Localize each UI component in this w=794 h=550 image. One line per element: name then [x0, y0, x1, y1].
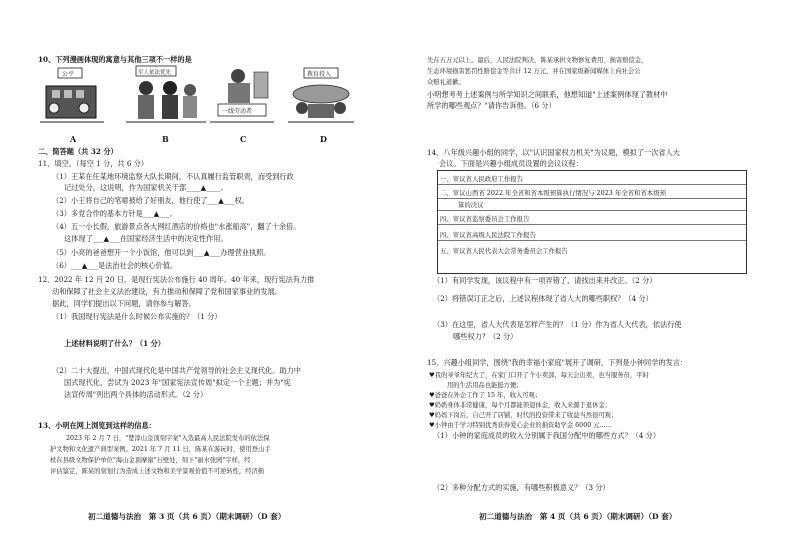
meeting-agenda-box: [437, 170, 747, 274]
section-2-title: 二、简答题（共 32 分）: [38, 147, 118, 156]
q10-stem: 10、下列漫画体现的寓意与其他三项不一样的是: [38, 55, 192, 64]
cartoon-b-image: [126, 64, 206, 130]
q12-stem: 12、2022 年 12 月 20 日，是现行宪法公布施行 40 周年。40 年来，现行宪法有力推: [38, 275, 315, 284]
q12-stem: 据此，同学们提出以下问题，请你参与解答。: [52, 299, 196, 308]
q15-sub2: （2）多种分配方式的实施，有哪些积极意义？（3 分）: [433, 483, 610, 492]
q12-stem: 动和保障了社会主义法治建设，有力推动和保障了党和国家事业的发展。: [52, 287, 283, 296]
q13-cont-line: 小明想考考上述案例与所学知识之间联系，他想知道"上述案例体现了教材中: [427, 90, 668, 99]
agenda-item: 算的决议: [438, 199, 746, 211]
agenda-item: 四、审议省监察委员会工作报告: [438, 213, 746, 225]
option-b-label: B: [162, 134, 169, 144]
q13-cont-line: 众赔礼道歉。: [427, 79, 465, 86]
exam-page-4: [397, 0, 794, 550]
q14-sub3: 哪些权力？（2 分）: [453, 332, 518, 341]
q14-stem: 会议。下面是兴趣小组成员设置的会议议程：: [439, 159, 583, 168]
speech-line: ♥我的爷爷年纪大了，在家门口开了个小卖部，每天会出卖，也当服务员，平时: [429, 372, 649, 379]
q13-line: 2023 年 2 月 7 日，"楚淳山金顶刻字案"入选最高人民法院发布的依法保: [66, 435, 270, 442]
q15-stem: 15、兴趣小组同学，围绕"我的幸福小家庭"展开了调研，下列是小钟同学的发言：: [427, 358, 688, 367]
q12-sub2: 上述材料说明了什么？（1 分）: [64, 339, 165, 348]
page-3-footer: 初二道德与法治 第 3 页（共 6 页）（期末调研）（D 套）: [88, 512, 286, 521]
q11-line: （1）王某在任某地环境监察大队长期间，不认真履行监管职责，而受到行政: [52, 172, 294, 181]
speech-line: ♥奶奶身体非常健康，每个月都能领退休金，收入来源于退休金；: [429, 402, 611, 409]
q11-line: （2）小王将自己的笔噫被给了好朋友，他行使了___▲___权。: [52, 196, 249, 205]
q13-line: 护文物和文化遗产典型案例。2021 年 7 月 11 日，陈某在游玩时，使用登山手: [50, 446, 271, 453]
q13-line: 评估鉴定，陈某的刻划行为造成上述文物和美学景观价值不可逆转性，经济损: [50, 468, 265, 475]
q11-stem: 11、填空。（每空 1 分，共 6 分）: [38, 159, 149, 168]
q11-line: 记过处分，这说明，作为国家机关干部____▲____。: [64, 183, 228, 192]
q12-sub3: 国式现代化，尝试为 2023 年"国家宪法宣传周"拟定一个主题；并为"宪: [64, 378, 291, 387]
cartoon-a-sign: 公平: [62, 71, 75, 78]
option-c-label: C: [240, 134, 247, 144]
q13-cont-line: 生态环境损害惩罚性赔偿金等共计 12 万元，并在国家级新闻媒体上向社会公: [427, 68, 641, 75]
q13-cont-line: 所学的哪些观点？"请你告诉他。（6 分）: [427, 101, 556, 110]
q11-line: （4）五一小长假，旅游景点各大网红酒店的价格也"水涨船高"，翻了十余倍。: [52, 222, 301, 231]
cartoon-c-sign: 一线劳动者: [222, 108, 253, 115]
page-4-footer: 初二道德与法治 第 4 页（共 6 页）（期末调研）（D 套）: [479, 512, 677, 521]
option-d-label: D: [320, 134, 327, 144]
agenda-item: 二、审议山西省 2022 年全省和省本级预算执行情况与 2023 年全省和省本级预: [438, 187, 746, 199]
agenda-item: 五、审议省人民代表大会常务委员会工作报告: [440, 247, 568, 255]
cartoon-d-sign: 教育投入: [307, 71, 332, 78]
q13-cont-line: 失在五万元以上。最后，人民法院判决，陈某承担文物修复费用、损害赔偿金，: [427, 57, 648, 64]
speech-line: ♥小钟由于学习特别优秀获得爱心企业的捐资助学金 6000 元……: [429, 422, 613, 429]
q14-sub1: （1）有同学发现，该议程中有一项弄错了，请找出来并改正。（2 分）: [433, 276, 657, 285]
option-a-label: A: [70, 134, 77, 144]
agenda-item: 四、审议省高级人民法院工作报告: [438, 229, 746, 241]
q13-stem: 13、小明在网上浏览到这样的信息：: [38, 421, 156, 430]
q14-sub2: （2）将错误订正之后，上述议程体现了省人大的哪些职权？（4 分）: [433, 294, 653, 303]
cartoon-a-image: [40, 64, 104, 130]
speech-line: ♥妈妈下岗后，自己开了店铺，时代的投资带来了收益当然很可观；: [429, 412, 618, 419]
cartoon-b-sign: 军人依法优先: [138, 70, 172, 76]
cartoon-c-image: [210, 64, 274, 130]
agenda-item: 一、审议省人民政府工作报告: [438, 173, 746, 185]
q12-sub1: （1）我国现行宪法是什么时候公布实施的？（1 分）: [52, 312, 222, 321]
q12-sub3: （2）二十大提出，中国式现代化是中国共产党领导的社会主义现代化。助力中: [52, 366, 301, 375]
speech-line: 用的生活用品也能挺方便；: [447, 382, 523, 389]
speech-line: ♥爸爸在外企工作了 15 年，收入可观；: [429, 392, 542, 399]
q13-line: 杖在县级文物保护单位"海山金顶摩崖"石壁处，刻下"丽水张园"字样，经: [50, 457, 251, 464]
q15-sub1: （1）小钟的家庭成员的收入分别属于我国分配中的哪些方式？（4 分）: [433, 431, 661, 440]
q12-sub3: 法宣传周"列出两个具体的活动形式。（2 分）: [64, 390, 208, 399]
q11-line: （3）多党合作的基本方针是___▲___。: [52, 209, 178, 218]
q14-stem: 14、八年级兴趣小组的同学，以"认识国家权力机关"为议题，模拟了一次省人大: [427, 148, 680, 157]
q11-line: 这体现了___▲___在国家经济生活中的决定性作用。: [64, 234, 228, 243]
q14-sub3: （3）在这里，省人大代表是怎样产生的？（1 分）作为省人大代表，依法行使: [433, 320, 682, 329]
q11-line: （6）___▲___是法治社会的核心价值。: [52, 261, 178, 270]
q11-line: （5）小亮的爸爸想开一个小饭馆，他可以到___▲___办理营业执照。: [52, 248, 271, 257]
cartoon-d-image: [288, 64, 354, 130]
student-speech: [425, 372, 771, 429]
